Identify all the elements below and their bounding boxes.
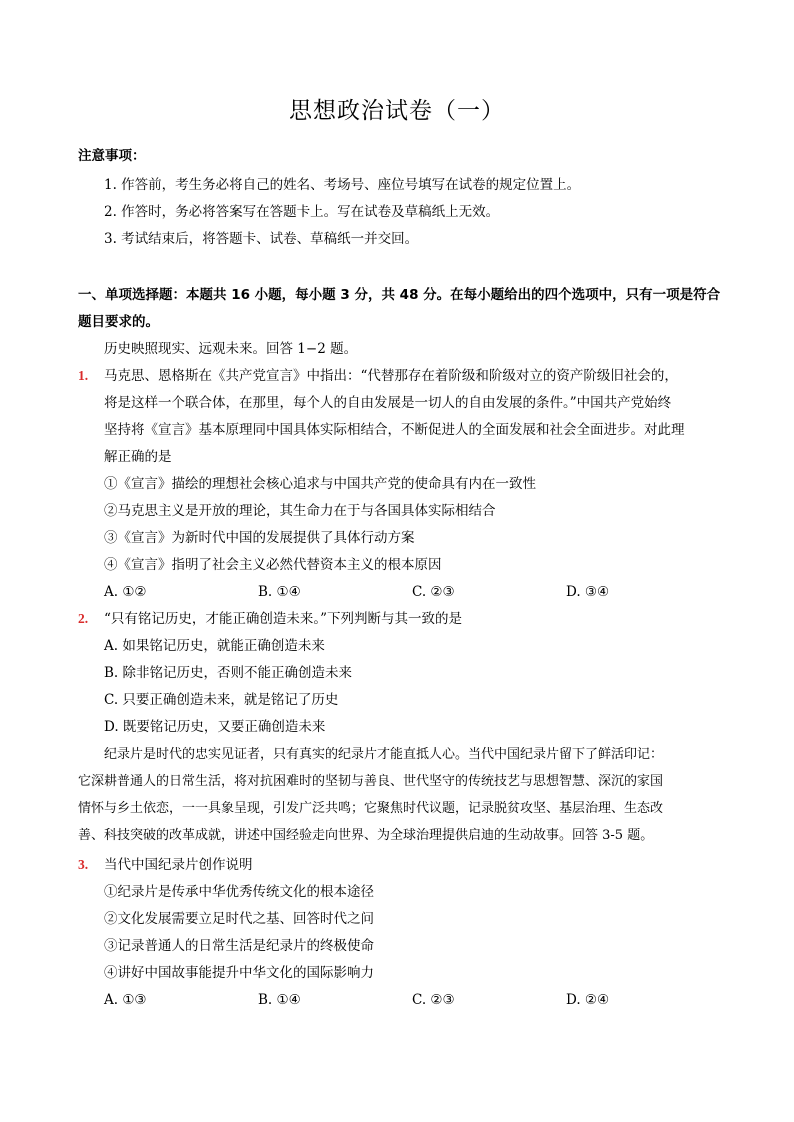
q1-statement: ④《宣言》指明了社会主义必然代替资本主义的根本原因	[104, 557, 442, 573]
q1-option-a[interactable]: A. ①②	[104, 584, 147, 600]
q1-statement: ③《宣言》为新时代中国的发展提供了具体行动方案	[104, 530, 415, 546]
q3-statement: ①纪录片是传承中华优秀传统文化的根本途径	[104, 884, 374, 900]
q2-option-c[interactable]: C. 只要正确创造未来，就是铭记了历史	[104, 692, 339, 708]
section-intro: 历史映照现实、远观未来。回答 1−2 题。	[104, 341, 358, 357]
q1-option-b[interactable]: B. ①④	[258, 584, 301, 600]
notice-heading: 注意事项：	[78, 148, 146, 164]
q1-statement: ①《宣言》描绘的理想社会核心追求与中国共产党的使命具有内在一致性	[104, 476, 536, 492]
q2-option-d[interactable]: D. 既要铭记历史，又要正确创造未来	[104, 719, 326, 735]
q1-statement: ②马克思主义是开放的理论，其生命力在于与各国具体实际相结合	[104, 503, 496, 519]
q3-option-d[interactable]: D. ②④	[566, 992, 610, 1008]
section-heading-cont: 题目要求的。	[78, 314, 159, 330]
material-paragraph-line: 纪录片是时代的忠实见证者，只有真实的纪录片才能直抵人心。当代中国纪录片留下了鲜活印记：	[104, 747, 664, 762]
q3-stem: 当代中国纪录片创作说明	[104, 857, 253, 873]
material-paragraph-line: 它深耕普通人的日常生活，将对抗困难时的坚韧与善良、世代坚守的传统技艺与思想智慧、深沉的家国	[78, 774, 664, 789]
question-number: 3.	[78, 857, 89, 872]
q3-option-c[interactable]: C. ②③	[412, 992, 455, 1008]
q2-option-a[interactable]: A. 如果铭记历史，就能正确创造未来	[104, 638, 325, 654]
q2-option-b[interactable]: B. 除非铭记历史，否则不能正确创造未来	[104, 665, 353, 681]
page-title: 思想政治试卷（一）	[289, 98, 505, 124]
section-heading: 一、单项选择题：本题共 16 小题，每小题 3 分，共 48 分。在每小题给出的四个选项中，只有一项是符合	[78, 287, 721, 303]
notice-item: 2. 作答时，务必将答案写在答题卡上。写在试卷及草稿纸上无效。	[104, 204, 500, 220]
question-number: 2.	[78, 611, 89, 626]
q3-statement: ②文化发展需要立足时代之基、回答时代之问	[104, 911, 374, 927]
q1-stem-line: 将是这样一个联合体，在那里，每个人的自由发展是一切人的自由发展的条件。”中国共产党始终	[104, 395, 672, 411]
material-paragraph-line: 善、科技突破的改革成就，讲述中国经验走向世界、为全球治理提供启迪的生动故事。回答 3-5 题。	[78, 828, 654, 843]
notice-item: 1. 作答前，考生务必将自己的姓名、考场号、座位号填写在试卷的规定位置上。	[104, 177, 581, 193]
q1-stem-line: 解正确的是	[104, 449, 172, 465]
q1-stem-line: 马克思、恩格斯在《共产党宣言》中指出：“代替那存在着阶级和阶级对立的资产阶级旧社会的，	[104, 368, 678, 384]
q3-option-a[interactable]: A. ①③	[104, 992, 147, 1008]
q1-stem-line: 坚持将《宣言》基本原理同中国具体实际相结合，不断促进人的全面发展和社会全面进步。对此理	[104, 422, 685, 438]
q3-statement: ④讲好中国故事能提升中华文化的国际影响力	[104, 965, 374, 981]
notice-item: 3. 考试结束后，将答题卡、试卷、草稿纸一并交回。	[104, 231, 419, 247]
material-paragraph-line: 情怀与乡土依恋，一一具象呈现，引发广泛共鸣；它聚焦时代议题，记录脱贫攻坚、基层治理、生态改	[78, 801, 664, 816]
q1-option-d[interactable]: D. ③④	[566, 584, 610, 600]
q3-option-b[interactable]: B. ①④	[258, 992, 301, 1008]
question-number: 1.	[78, 368, 89, 383]
q3-statement: ③记录普通人的日常生活是纪录片的终极使命	[104, 938, 374, 954]
q2-stem: “只有铭记历史，才能正确创造未来。”下列判断与其一致的是	[104, 611, 463, 627]
q1-option-c[interactable]: C. ②③	[412, 584, 455, 600]
